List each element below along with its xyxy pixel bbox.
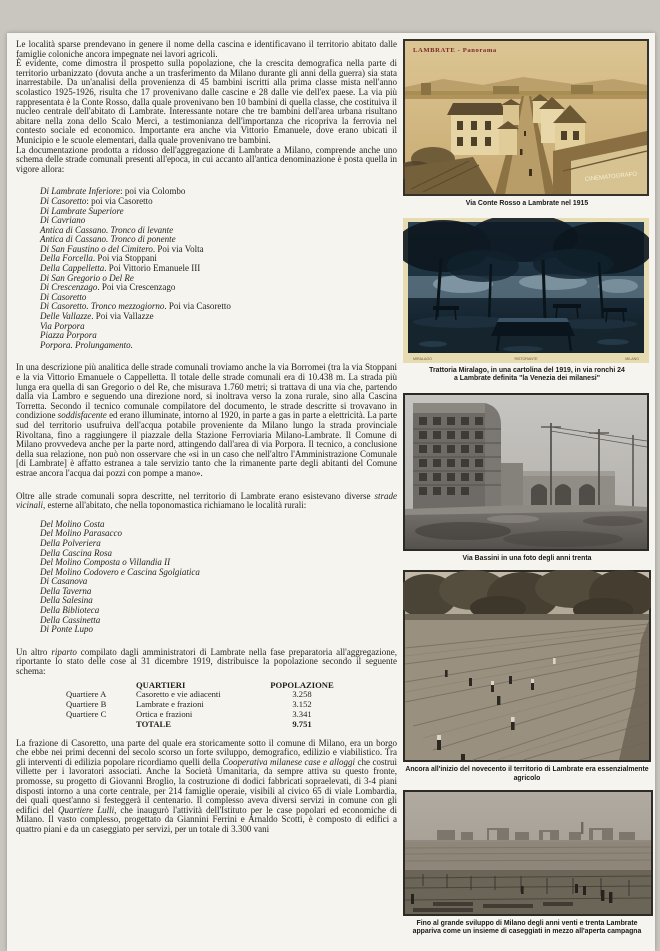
street-list-item: Del Molino Costa — [40, 518, 105, 529]
cell-popolazione: 3.152 — [292, 699, 312, 710]
population-table-body — [66, 690, 397, 719]
paragraph-casoretto: La frazione di Casoretto, una parte del quale era storicamente sotto il comune di Milano, era un borgo che ebbe nei primi decenni del secolo scorso un forte sviluppo, demografico, edilizio e viabilistico. Tra gli interventi di edilizia popolare ricordiamo quelli della Cooperativa milanese case e alloggi che costruì villette per i lavoratori associati. Anche la Società Umanitaria, da sempre attiva su questo fronte, promosse, su progetto di Giovanni Broglio, la costruzione di dodici fabbricati sopraelevati, di 3-4 piani disposti intorno a una corte centrale, per 214 famiglie operaie, visibili al civico 65 di viale Lombardia, dei quali quest'anno si festeggerà il centenario. Il complesso aveva diversi servizi in comune con gli edifici del Quartiere Lulli, che inaugurò l'attività dell'Istituto per le case popolari ed economiche di Milano. Il vasto complesso, progettato da Giannini Ferrini e Arnaldo Scotti, è composto di edifici a quattro piani e da un caseggiato per servizi, per un totale di 3.300 vani — [16, 737, 398, 834]
population-table — [66, 681, 397, 730]
street-list-item: Del Molino Composta o Villandia II — [40, 557, 171, 568]
paragraph-riparto: Un altro riparto compilato dagli amministratori di Lambrate nella fase preparatoria all'aggregazione, riportante lo stato delle cose al 31 dicembre 1919, distribuisce la popolazione secondo il seguente schema: — [16, 646, 397, 677]
street-list-item: Porpora. Prolungamento. — [40, 339, 133, 350]
body-text-column — [16, 40, 397, 835]
postcard-strip-center-text: RISTORANTE — [514, 356, 538, 361]
photo-via-conte-rosso-image — [403, 39, 649, 196]
street-list-item: Delle Vallazze. Poi via Vallazze — [40, 311, 154, 322]
postcard-strip-left-text: MIRALAGO — [413, 356, 432, 361]
street-list-item: Di Lambrate Inferiore: poi via Colombo — [40, 186, 186, 197]
cinema-sign-text: CINEMATOGRAFO — [584, 171, 638, 183]
figure-via-bassini — [403, 393, 651, 564]
street-list-comunali — [40, 187, 397, 350]
street-list-item: Via Porpora — [40, 320, 85, 331]
photo-via-bassini-image — [403, 393, 649, 551]
street-list-item: Della Polveriera — [40, 537, 101, 548]
cell-popolazione: 3.258 — [292, 689, 312, 700]
street-list-item: Della Salesina — [40, 595, 93, 606]
cell-zona: Ortica e frazioni — [136, 709, 193, 720]
photo-campagna-caseggiati-image — [403, 790, 653, 916]
street-list-item: Della Forcella. Poi via Stoppani — [40, 253, 157, 264]
figure-campagna-caseggiati — [403, 790, 651, 937]
scanned-page — [7, 33, 655, 951]
cell-totale-value: 9.751 — [292, 718, 312, 729]
population-table-header — [66, 681, 397, 691]
street-list-item: Di Crescenzago. Poi via Crescenzago — [40, 282, 176, 293]
street-list-item: Del Molino Parasacco — [40, 528, 122, 539]
paragraph-strade-analitica: In una descrizione più analitica delle strade comunali troviamo anche la via Borromei (tra la via Stoppani e la via Vittorio Emanuele o Cappelletta. Il totale delle strade comunali era di 10.438 m. La strada più lunga era quella di san Gregorio o del Re, che misurava 1.760 metri; si trattava di una via che, partendo dalla via Lambro e seguendo una direzione nord, si inoltrava verso la zona rurale, sino alla Cascina Torretta. Secondo il tecnico comunale compilatore del documento, le strade descritte si trovavano in condizione soddisfacente ed erano illuminate, intorno al 1920, in parte a gas in parte a elettricità. La parte sud del territorio usufruiva dell'acqua potabile proveniente da Milano lungo la strada provinciale Rivoltana, fino a raggiungere il piazzale della Stazione Ferroviaria Milano-Lambrate. Il Comune di Milano provvedeva anche per la parte nord, attingendo dall'area di via Porpora. Il tecnico, a conclusione della sua relazione, non può non osservare che «si in un caso che nell'altro l'Amministrazione Comunale [di Lambrate] è affatto estranea a tale servizio tanto che la rimanente parte degli abitanti del Comune estrae ancora l'acqua dai pozzi con pompe a mano». — [16, 362, 397, 478]
street-list-item: Di Lambrate Superiore — [40, 205, 124, 216]
header-quartieri: QUARTIERI — [136, 679, 186, 690]
figure-campi-agricoli — [403, 570, 651, 783]
caption-line: appariva come un insieme di caseggiati in mezzo all'aperta campagna — [412, 928, 642, 936]
caption-campi-agricoli: Ancora all'inizio del novecento il territorio di Lambrate era essenzialmente agricolo — [405, 766, 649, 782]
street-list-item: Della Cassinetta — [40, 614, 101, 625]
street-list-item: Di San Faustino o del Cimitero. Poi via Volta — [40, 243, 204, 254]
street-list-item: Di Casoretto. Tronco mezzogiorno. Poi via Casoretto — [40, 301, 231, 312]
cell-totale-label: TOTALE — [136, 718, 172, 729]
table-row — [66, 710, 397, 720]
street-list-item: Del Molino Codovero e Cascina Sgolgiatica — [40, 566, 200, 577]
paragraph-localita: Le località sparse prendevano in genere il nome della cascina e identificavano il territorio abitato dalle famiglie coloniche ancora impegnate nei lavori agricoli. — [16, 39, 397, 59]
photo-campi-agricoli-image — [403, 570, 651, 762]
cell-quartiere: Quartiere A — [66, 689, 107, 700]
header-popolazione: POPOLAZIONE — [270, 679, 334, 690]
street-list-item: Della Cascina Rosa — [40, 547, 112, 558]
cell-zona: Casoretto e vie adiacenti — [136, 689, 221, 700]
postcard-title-text: LAMBRATE - Panorama — [413, 47, 497, 54]
caption-line: a Lambrate definita "la Venezia dei milanesi" — [454, 375, 600, 383]
caption-line: Trattoria Miralago, in una cartolina del 1919, in via ronchi 24 — [429, 366, 625, 374]
street-list-item: Della Cappelletta. Poi Vittorio Emanuele III — [40, 263, 201, 274]
caption-trattoria-miralago — [403, 367, 651, 384]
street-list-item: Della Taverna — [40, 585, 92, 596]
cell-quartiere: Quartiere C — [66, 709, 107, 720]
photo-trattoria-miralago-image — [403, 218, 649, 363]
caption-via-conte-rosso: Via Conte Rosso a Lambrate nel 1915 — [465, 200, 589, 207]
cell-popolazione: 3.341 — [292, 709, 312, 720]
street-list-vicinali — [40, 520, 397, 635]
street-list-item: Di Ponte Lupo — [40, 624, 93, 635]
caption-line: Fino al grande sviluppo di Milano degli anni venti e trenta Lambrate — [416, 919, 638, 927]
cell-quartiere: Quartiere B — [66, 699, 107, 710]
paragraph-documentazione: La documentazione prodotta a ridosso dell'aggregazione di Lambrate a Milano, comprende anche uno schema delle strade comunali presenti all'epoca, in cui accanto all'antica denominazione è posta quella in vigore allora: — [16, 144, 397, 174]
table-row — [66, 690, 397, 700]
street-list-item: Di San Gregorio o Del Re — [40, 272, 134, 283]
photo-column — [403, 39, 651, 937]
table-row-total — [66, 720, 397, 730]
paragraph-strade-vicinali-intro: Oltre alle strade comunali sopra descritte, nel territorio di Lambrate erano esistevano diverse strade vicinali, esterne all'abitato, che nella toponomastica richiamano le località rurali: — [16, 490, 397, 511]
street-list-item: Di Casoretto: poi via Casoretto — [40, 195, 153, 206]
caption-campagna-caseggiati — [403, 920, 651, 937]
street-list-item: Antica di Cassano. Tronco di ponente — [40, 234, 176, 245]
figure-trattoria-miralago — [403, 218, 651, 384]
cell-zona: Lambrate e frazioni — [136, 699, 204, 710]
street-list-item: Della Biblioteca — [40, 605, 100, 616]
street-list-item: Di Cavriano — [40, 215, 86, 226]
table-row — [66, 700, 397, 710]
street-list-item: Di Casoretto — [40, 291, 87, 302]
caption-via-bassini: Via Bassini in una foto degli anni trenta — [462, 554, 592, 562]
postcard-strip-right-text: MILANO — [625, 356, 639, 361]
street-list-item: Di Casanova — [40, 576, 88, 587]
street-list-item: Antica di Cassano. Tronco di levante — [40, 224, 174, 235]
paragraph-demografia: È evidente, come dimostra il prospetto sulla popolazione, che la crescita demografica nella parte di territorio urbanizzato (dovuta anche a un trasferimento da Milano durante gli anni della guerra) sia stata inarrestabile. Da un'analisi della provenienza di 45 bambini iscritti alla prima classe mista nell'anno scolastico 1925-1926, risulta che 17 provenivano dalle cascine e 28 dalle vie dell'ex paese. La via più rappresentata è la Conte Rosso, dalla quale provenivano ben 10 bambini di quella classe, che costituiva il nucleo centrale dell'abitato di Lambrate. Interessante notare che tre bambini dell'area urbana risultano abitare nella zona dello Scalo Merci, a testimonianza dell'importanza che ricopriva la ferrovia nel contesto sociale ed economico. Importante era anche via Vittorio Emanuele, dove erano ubicati il Municipio e le scuole elementari, dalla quale provenivano tre bambini. — [16, 58, 397, 145]
figure-via-conte-rosso — [403, 39, 651, 209]
street-list-item: Piazza Porpora — [40, 330, 97, 341]
